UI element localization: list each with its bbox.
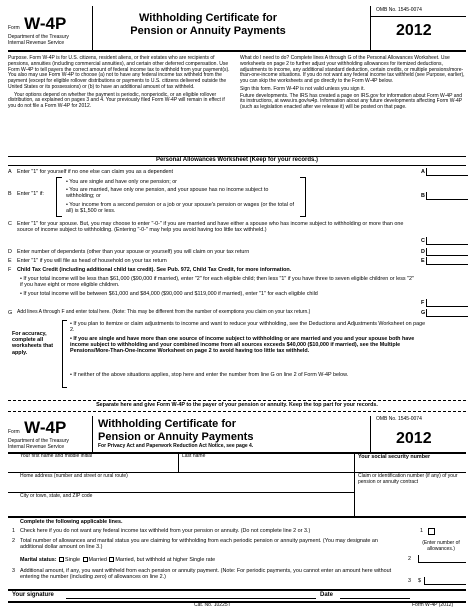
allowances-hint: (Enter number of allowances.) (422, 540, 460, 552)
line-A-text: Enter "1" for yourself if no one else can claim you as a dependent (17, 169, 174, 175)
line-D-text: Enter number of dependents (other than your spouse or yourself) you will claim on your tax return (17, 249, 250, 255)
entry-C[interactable] (426, 237, 468, 245)
claim-id-field[interactable] (356, 496, 466, 514)
brace-B-right (300, 177, 306, 217)
married-checkbox[interactable] (83, 557, 88, 562)
what-do-text: What do I need to do? Complete lines A through G of the Personal Allowances Worksheet. Use worksheets on page 2 to further adjust your withholding allowances for itemized deductions, adjustments to income, any additional standard deduction, certain credits, or multiple pensions/more-than-one-income situations. If you do not want any federal income tax withheld (see Purpose, earlier), you can skip the worksheets and go directly to the Form W-4P below. Sign this form. Form W-4P is not valid unless you sign it. Future developments. The IRS has created a page on IRS.gov for information about Form W-4P and its instructions, at www.irs.gov/w4p. Information about any future developments affecting Form W-4P (such as legislation enacted after we release it) will be posted on that page. (240, 55, 465, 110)
brace-B (56, 177, 62, 217)
entry-F[interactable] (426, 299, 468, 307)
line-G-text: Add lines A through F and enter total here. (Note: This may be different from the number of exemptions you claim on your tax return.) (17, 309, 311, 315)
married-higher-label: Married, but withhold at higher Single rate (115, 557, 216, 563)
accuracy-3: • If neither of the above situations applies, stop here and enter the number from line G on line 2 of Form W-4P below. (70, 372, 349, 378)
no-withholding-checkbox[interactable] (428, 528, 435, 535)
letter-A-right: A (421, 169, 425, 175)
line-C-text: Enter "1" for your spouse. But, you may choose to enter "-0-" if you are married and have either a spouse who has income subject to withholding or more than one source of income subject to withholding. (Entering "-0-" may help you avoid having too little tax withheld.) (17, 221, 404, 234)
line-3-text: Additional amount, if any, you want withheld from each pension or annuity payment. (Note: For periodic payments, you cannot enter an amount here without entering the number (including zero) of allowances on line 2.) (20, 568, 392, 581)
marital-label: Marital status: (20, 557, 57, 563)
date-label: Date (320, 592, 334, 598)
line-F-text: Child Tax Credit (including additional child tax credit). See Pub. 972, Child Tax Credit, for more information. (17, 267, 292, 273)
form-prefix: Form (8, 25, 20, 31)
married-higher-checkbox[interactable] (109, 557, 114, 562)
dept-top: Department of the Treasury (8, 34, 69, 40)
last-name-label: Last name (182, 453, 206, 459)
title-line-1: Withholding Certificate for (138, 12, 277, 24)
letter-G-right: G (421, 310, 426, 316)
married-label: Married (88, 557, 107, 563)
irs-top: Internal Revenue Service (8, 40, 65, 46)
line-B1: • You are single and have only one pension; or (66, 179, 177, 185)
cut-line-2 (8, 411, 466, 412)
first-name-field[interactable] (8, 460, 176, 470)
line-B2: • You are married, have only one pension, and your spouse has no income subject to withholding; or (66, 187, 269, 200)
letter-F: F (8, 267, 12, 273)
accuracy-1: • If you plan to itemize or claim adjustments to income and want to reduce your withholding, see the Deductions and Adjustments Worksheet on page 2. (70, 321, 426, 334)
irs-bottom: Internal Revenue Service (8, 444, 65, 450)
claim-id-label: Claim or identification number (if any) of your pension or annuity contract (358, 473, 458, 485)
line-B-intro: Enter "1" if: (17, 191, 44, 197)
brace-acc (62, 320, 67, 388)
first-name-label: Your first name and middle initial (20, 453, 93, 459)
date-field[interactable] (340, 591, 410, 599)
letter-D: D (8, 249, 12, 255)
line-2-number: 2 (12, 538, 15, 544)
accuracy-2: • If you are single and have more than one source of income subject to withholding or are married and you and your spouse both have income subject to withholding and your combined income from all sources exceeds $40,000 ($10,000 if married), see the Multiple Pensions/More-Than-One-Income Worksheet on page 2 to avoid having too little tax withheld. (70, 336, 415, 355)
letter-C: C (8, 221, 12, 227)
letter-C-right: C (421, 238, 425, 244)
letter-B-right: B (421, 193, 425, 199)
city-field[interactable] (8, 500, 348, 514)
form-title-line-2: Pension or Annuity Payments (98, 431, 254, 444)
letter-D-right: D (421, 249, 425, 255)
year-bottom: 2012 (396, 430, 432, 447)
accuracy-label: For accuracy, complete all worksheets that apply. (12, 331, 54, 356)
address-field[interactable] (8, 480, 348, 490)
entry-E[interactable] (426, 257, 468, 265)
separator-text: Separate here and give Form W-4P to the payer of your pension or annuity. Keep the top part for your records. (96, 402, 378, 408)
line-1-number: 1 (12, 528, 15, 534)
single-checkbox[interactable] (59, 557, 64, 562)
letter-E: E (8, 258, 12, 264)
line-B3: • Your income from a second pension or a job or your spouse's pension or wages (or the total of all) is $1,500 or less. (66, 202, 294, 215)
year-top: 2012 (396, 22, 432, 39)
line-2-number-right: 2 (408, 556, 411, 562)
catalog-number: Cat. No. 10225T (194, 602, 231, 608)
entry-D[interactable] (426, 248, 468, 256)
line-1-number-right: 1 (420, 528, 423, 534)
line-2-text: Total number of allowances and marital status you are claiming for withholding from each periodic pension or annuity payment. (You may designate an additional dollar amount on line 3.) (20, 538, 378, 551)
form-id-top (8, 14, 88, 34)
purpose-text: Purpose. Form W-4P is for U.S. citizens, resident aliens, or their estates who are recipients of pensions, annuities (including commercial annuities), and certain other deferred compensation. Use Form W-4P to tell payers the correct amount of federal income tax to withhold from your payment(s). You also may use Form W-4P to choose (a) not to have any federal income tax withheld from the payment (except for eligible rollover distributions or payments to U.S. citizens delivered outside the United States or its possessions) or (b) to have an additional amount of tax withheld. Your options depend on whether the payment is periodic, nonperiodic, or an eligible rollover distribution, as explained on pages 3 and 4. Your previously filed Form W-4P will remain in effect if you do not file a Form W-4P for 2012. (8, 55, 230, 109)
line-F1: • If your total income will be less than $61,000 ($90,000 if married), enter "2" for each eligible child; then less "1" if you have three to seven eligible children or less "2" if you have eight or more eligible children. (20, 276, 414, 289)
form-title-top (98, 12, 318, 38)
letter-A: A (8, 169, 12, 175)
signature-label: Your signature (12, 592, 54, 598)
form-title-line-1: Withholding Certificate for (98, 418, 237, 430)
form-prefix-bottom: Form (8, 429, 20, 435)
form-name-bottom: W-4P (24, 418, 67, 437)
letter-F-right: F (421, 300, 425, 306)
city-label: City or town, state, and ZIP code (20, 493, 93, 499)
entry-B[interactable] (426, 192, 468, 200)
line-E-text: Enter "1" if you will file as head of household on your tax return (17, 258, 167, 264)
additional-amount-field[interactable] (424, 577, 466, 585)
entry-G[interactable] (426, 309, 468, 317)
dollar-sign: $ (418, 578, 421, 584)
worksheet-title: Personal Allowances Worksheet (Keep for your records.) (155, 157, 319, 163)
entry-A[interactable] (426, 168, 468, 176)
line-1-text: Check here if you do not want any federal income tax withheld from your pension or annuity. (Do not complete line 2 or 3.) (20, 528, 311, 534)
form-id-bottom (8, 418, 88, 438)
form-title-bottom (98, 418, 348, 444)
omb-top: OMB No. 1545-0074 (376, 7, 422, 13)
ssn-field[interactable] (356, 460, 466, 470)
signature-field[interactable] (66, 591, 316, 599)
title-line-2: Pension or Annuity Payments (130, 25, 286, 38)
line-F2: • If your total income will be between $61,000 and $84,000 ($90,000 and $119,000 if married), enter "1" for each eligible child (20, 291, 318, 297)
line-3-number: 3 (12, 568, 15, 574)
dept-bottom: Department of the Treasury (8, 438, 69, 444)
omb-bottom: OMB No. 1545-0074 (376, 416, 422, 422)
cut-line (8, 400, 466, 401)
privacy-notice: For Privacy Act and Paperwork Reduction Act Notice, see page 4. (98, 443, 254, 449)
line-3-number-right: 3 (408, 578, 411, 584)
footer-form-id: Form W-4P (2012) (412, 602, 454, 608)
form-name: W-4P (24, 14, 67, 33)
allowances-field[interactable] (418, 555, 466, 563)
form-page (8, 6, 466, 608)
ssn-label: Your social security number (358, 454, 431, 460)
letter-B: B (8, 191, 12, 197)
letter-E-right: E (421, 258, 425, 264)
address-label: Home address (number and street or rural route) (20, 473, 128, 479)
letter-G: G (8, 310, 13, 316)
last-name-field[interactable] (180, 460, 352, 470)
marital-status-row (20, 557, 400, 563)
complete-heading: Complete the following applicable lines. (20, 519, 123, 525)
single-label: Single (65, 557, 81, 563)
